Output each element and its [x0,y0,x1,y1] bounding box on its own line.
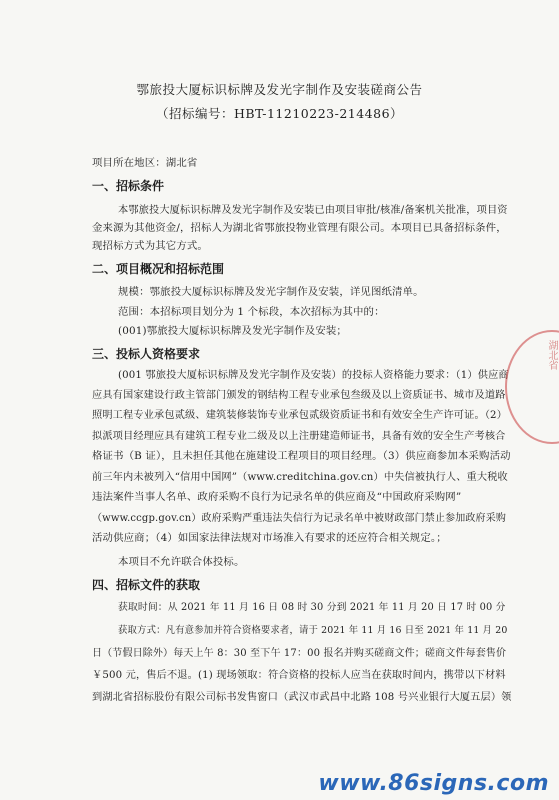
paragraph-line: 应具有国家建设行政主管部门颁发的钢结构工程专业承包叁级及以上资质证书、城市及道路 [92,390,506,401]
section-heading: 三、投标人资格要求 [92,347,201,361]
section-heading: 四、招标文件的获取 [92,578,201,592]
paragraph-line: 拟派项目经理应具有建筑工程专业二级及以上注册建造师证书，具备有效的安全生产考核合 [92,431,506,442]
tender-code: （招标编号：HBT-11210223-214486） [155,106,404,121]
paragraph-line: 范围：本招标项目划分为 1 个标段，本次招标为其中的： [118,306,385,318]
paragraph-line: 到湖北省招标股份有限公司标书发售窗口（武汉市武昌中北路 108 号兴业银行大厦五层）领 [92,692,512,703]
paragraph-line: 格证书（B 证），且未担任其他在施建设工程项目的项目经理。（3）供应商参加本采购活动 [92,450,511,462]
watermark-logo: www.86signs.com [318,771,549,796]
paragraph-line: 照明工程专业承包贰级、建筑装修装饰专业承包贰级资质证书和有效安全生产许可证。（2） [92,410,508,421]
paragraph-line: 现招标方式为其它方式。 [92,240,208,252]
seal-text: 湖北省 [546,340,557,370]
paragraph-line: 获取时间：从 2021 年 11 月 16 日 08 时 30 分到 2021 年 11 月 20 日 17 时 00 分 [118,602,506,613]
paragraph-line: ￥500 元，售后不退。(1) 现场领取：符合资格的投标人应当在获取时间内，携带以下材料 [92,670,506,681]
paragraph-line: 前三年内未被列入“信用中国网”（www.creditchina.gov.cn）中失信被执行人、重大税收 [92,472,508,483]
paragraph-line: (001)鄂旅投大厦标识标牌及发光字制作及安装； [118,325,347,337]
paragraph-line: 本项目不允许联合体投标。 [118,556,245,568]
project-location: 项目所在地区：湖北省 [92,157,198,169]
document-title: 鄂旅投大厦标识标牌及发光字制作及安装磋商公告 [136,82,423,97]
paragraph-line: 日（节假日除外）每天上午 8：30 至下午 17：00 报名并购买磋商文件；磋商文件每套售价 [92,648,507,659]
paragraph-line: 获取方式：凡有意参加并符合资格要求者，请于 2021 年 11 月 16 日至 2021 年 11 月 20 [118,625,508,636]
paragraph-line: (001 鄂旅投大厦标识标牌及发光字制作及安装）的投标人资格能力要求：（1）供应商 [118,370,509,381]
paragraph-line: 活动供应商；（4）如国家法律法规对市场准入有要求的还应符合相关规定。； [92,532,447,544]
paragraph-line: 本鄂旅投大厦标识标牌及发光字制作及安装已由项目审批/核准/备案机关批准，项目资 [118,205,508,216]
paragraph-line: 违法案件当事人名单、政府采购不良行为记录名单的供应商及“中国政府采购网” [92,491,462,503]
section-heading: 二、项目概况和招标范围 [92,262,225,276]
paragraph-line: 金来源为其他资金/，招标人为湖北省鄂旅投物业管理有限公司。本项目已具备招标条件， [92,222,507,234]
paragraph-line: （www.ccgp.gov.cn）政府采购严重违法失信行为记录名单中被财政部门禁止参加政府采购 [92,513,507,524]
section-heading: 一、招标条件 [92,179,165,193]
paragraph-line: 规模：鄂旅投大厦标识标牌及发光字制作及安装，详见图纸清单。 [118,286,424,298]
